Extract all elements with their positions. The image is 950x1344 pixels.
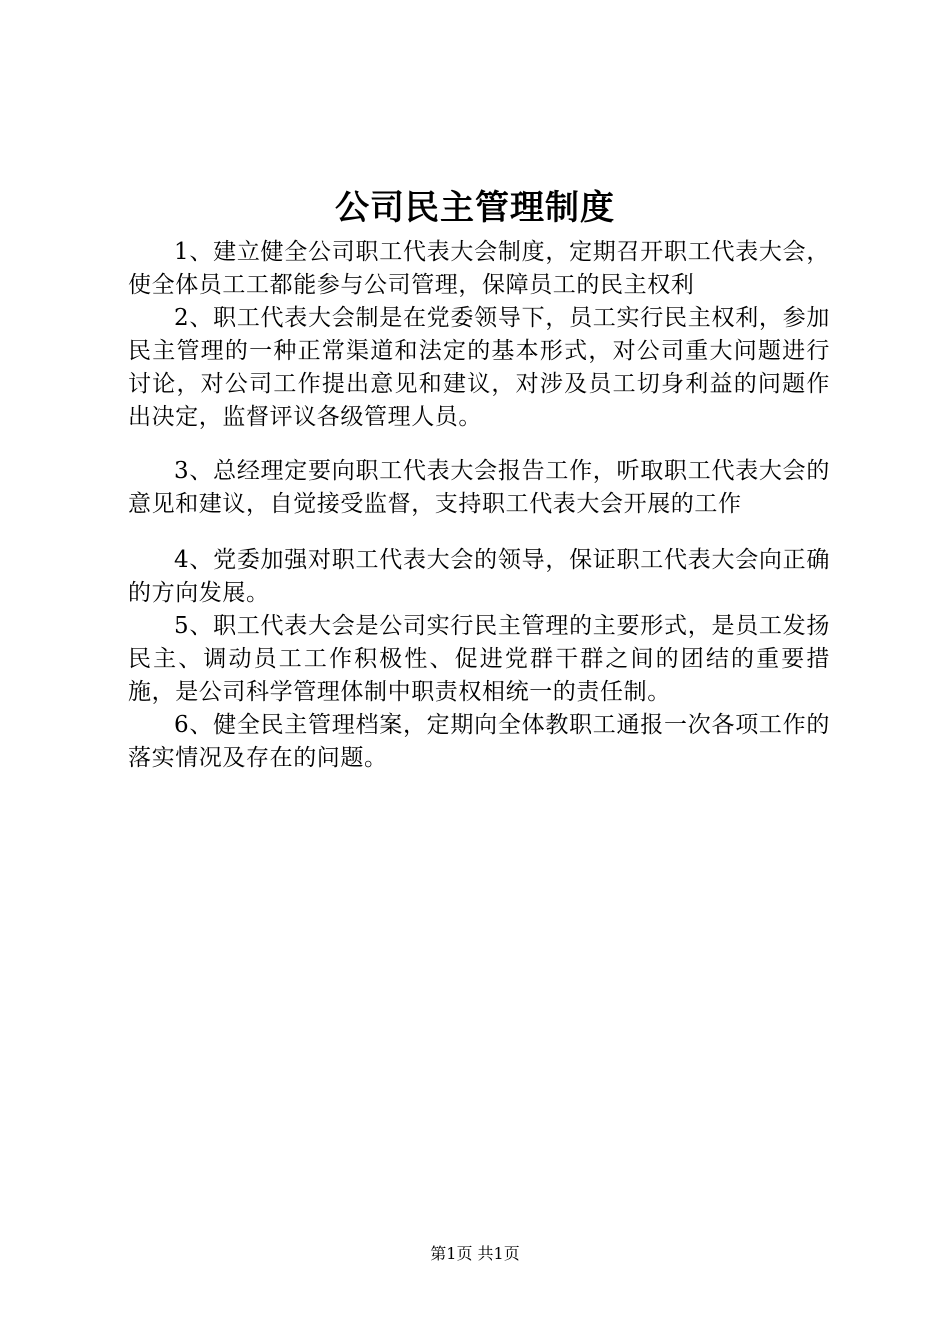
- paragraph-3: 3、总经理定要向职工代表大会报告工作，听取职工代表大会的意见和建议，自觉接受监督，支持职工代表大会开展的工作: [128, 458, 830, 517]
- page-footer: 第1页 共1页: [430, 1244, 520, 1263]
- document-title: 公司民主管理制度: [335, 188, 615, 228]
- paragraph-6: 6、健全民主管理档案，定期向全体教职工通报一次各项工作的落实情况及存在的问题。: [128, 712, 830, 771]
- document-body: [128, 236, 830, 775]
- paragraph-1: 1、建立健全公司职工代表大会制度，定期召开职工代表大会，使全体员工工都能参与公司管理，保障员工的民主权利: [128, 239, 830, 298]
- paragraph-4: 4、党委加强对职工代表大会的领导，保证职工代表大会向正确的方向发展。: [128, 547, 830, 606]
- paragraph-5: 5、职工代表大会是公司实行民主管理的主要形式，是员工发扬民主、调动员工工作积极性、促进党群干群之间的团结的重要措施，是公司科学管理体制中职责权相统一的责任制。: [128, 613, 830, 705]
- paragraph-2: 2、职工代表大会制是在党委领导下，员工实行民主权利，参加民主管理的一种正常渠道和法定的基本形式，对公司重大问题进行讨论，对公司工作提出意见和建议，对涉及员工切身利益的问题作出决定，监督评议各级管理人员。: [128, 305, 830, 430]
